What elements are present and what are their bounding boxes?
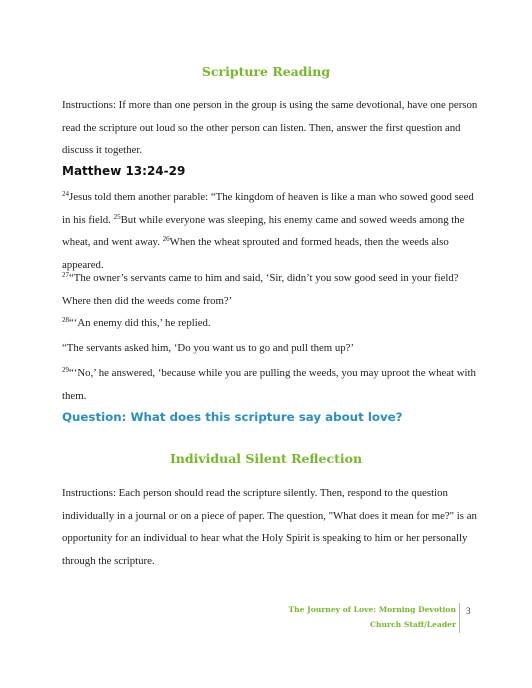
individual-reflection-heading: Individual Silent Reflection xyxy=(169,451,363,466)
passage-reference: Matthew 13:24-29 xyxy=(62,164,186,178)
page-number: 3 xyxy=(466,606,471,616)
verse-text: “‘An enemy did this,’ he replied. xyxy=(69,317,211,329)
individual-reflection-instructions: Instructions: Each person should read the scripture silently. Then, respond to the question individually in a journal or on a piece of paper. The question, "What does it mean for me?" is an opportunity for an individual to hear what the Holy Spirit is speaking to him or her personally through the scripture. xyxy=(62,487,477,567)
footer-subtitle: Church Staff/Leader xyxy=(369,620,456,629)
verse-27 xyxy=(62,267,480,312)
verse-text: Jesus told them another parable: “The kingdom of heaven is like a man who sowed good seed in his field. xyxy=(62,191,474,226)
scripture-reading-instructions: Instructions: If more than one person in the group is using the same devotional, have one person read the scripture out loud so the other person can listen. Then, answer the first question and discuss it together. xyxy=(62,99,478,156)
verse-28-continued: “The servants asked him, ‘Do you want us to go and pull them up?’ xyxy=(62,342,355,354)
verse-29 xyxy=(62,362,480,407)
verse-number: 28 xyxy=(62,316,69,324)
scripture-reading-heading: Scripture Reading xyxy=(201,64,331,79)
verse-28 xyxy=(62,312,480,335)
verse-text: But while everyone was sleeping, his enemy came and sowed weeds among the wheat, and went away. xyxy=(62,213,465,248)
footer-divider xyxy=(459,603,460,633)
verse-text: When the wheat sprouted and formed heads, then the weeds also appeared. xyxy=(62,236,449,271)
verses-24-26 xyxy=(62,186,480,276)
verse-number: 26 xyxy=(162,235,170,243)
verse-text: “‘No,’ he answered, ‘because while you are pulling the weeds, you may uproot the wheat with them. xyxy=(62,367,476,402)
verse-number: 29 xyxy=(62,366,69,374)
footer-title: The Journey of Love: Morning Devotion xyxy=(288,605,456,614)
reflection-question: Question: What does this scripture say about love? xyxy=(62,410,403,424)
verse-number: 24 xyxy=(62,190,69,198)
verse-number: 25 xyxy=(113,212,121,221)
verse-text: “The owner’s servants came to him and said, ‘Sir, didn’t you sow good seed in your field? Where then did the weeds come from?’ xyxy=(62,272,459,307)
verse-number: 27 xyxy=(62,271,69,279)
